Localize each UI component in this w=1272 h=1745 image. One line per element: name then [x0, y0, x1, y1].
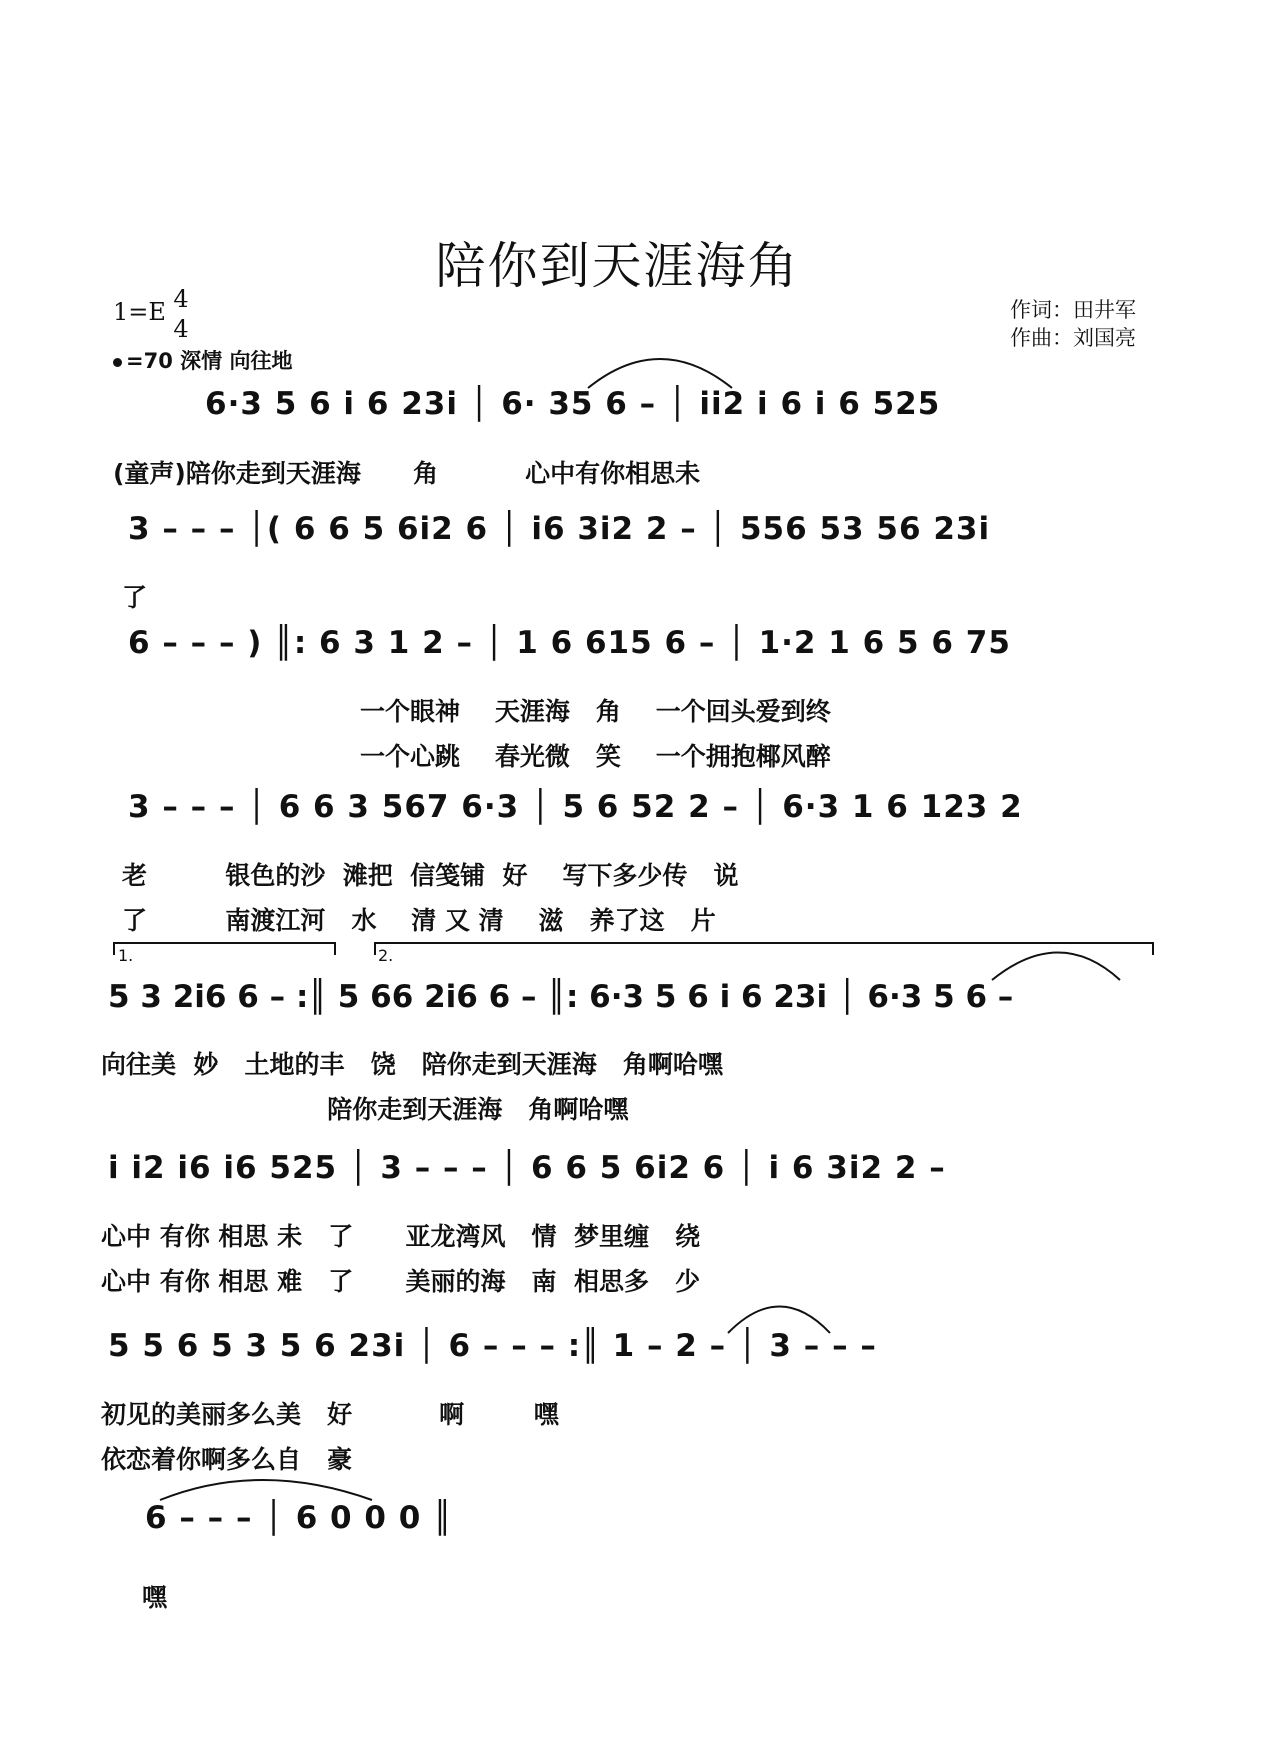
system-8-lyrics-1: 嘿: [142, 1583, 168, 1612]
system-1-lyrics-1: (童声)陪你走到天涯海 角 心中有你相思未: [113, 459, 701, 488]
system-7-lyrics-1: 初见的美丽多么美 好 啊 嘿: [101, 1400, 559, 1429]
system-4-lyrics-1: 老 银色的沙 滩把 信笺铺 好 写下多少传 说: [122, 861, 739, 890]
system-5-lyrics-2: 陪你走到天涯海 角啊哈嘿: [101, 1095, 629, 1124]
system-6-lyrics-2: 心中 有你 相思 难 了 美丽的海 南 相思多 少: [101, 1267, 701, 1296]
system-2-lyrics-1: 了: [122, 583, 148, 612]
system-5-lyrics-1: 向往美 妙 土地的丰 饶 陪你走到天涯海 角啊哈嘿: [101, 1050, 723, 1079]
system-8-notes: 6 – – – │ 6 0 0 0 ║: [145, 1500, 453, 1536]
volta-bracket-2: [375, 943, 1153, 955]
time-signature-top: 4: [173, 285, 189, 313]
composer-credit: 作曲：刘国亮: [1010, 326, 1136, 350]
system-4-lyrics-2: 了 南渡江河 水 清 又 清 滋 养了这 片: [122, 906, 716, 935]
system-7-notes: 5 5 6 5 3 5 6 23i │ 6 – – – :║ 1 – 2 – │ 3 – – –: [108, 1328, 877, 1364]
system-2-notes: 3 – – – │( 6 6 5 6i2 6 │ i6 3i2 2 – │ 556 53 56 23i: [128, 511, 991, 547]
system-6-notes: i i2 i6 i6 525 │ 3 – – – │ 6 6 5 6i2 6 │ i 6 3i2 2 –: [108, 1150, 946, 1186]
slur: [160, 1480, 372, 1500]
system-3-lyrics-2: 一个心跳 春光微 笑 一个拥抱椰风醉: [360, 742, 831, 771]
system-4-notes: 3 – – – │ 6 6 3 567 6·3 │ 5 6 52 2 – │ 6·3 1 6 123 2: [128, 789, 1023, 825]
system-5-notes: 5 3 2i6 6 – :║ 5 66 2i6 6 – ║: 6·3 5 6 i 6 23i │ 6·3 5 6 –: [108, 979, 1014, 1015]
system-7-lyrics-2: 依恋着你啊多么自 豪: [101, 1445, 353, 1474]
tempo-text: =70 深情 向往地: [126, 349, 293, 373]
slur: [992, 953, 1120, 981]
system-3-lyrics-1: 一个眼神 天涯海 角 一个回头爱到终: [360, 697, 831, 726]
system-3-notes: 6 – – – ) ║: 6 3 1 2 – │ 1 6 615 6 – │ 1·2 1 6 5 6 75: [128, 625, 1011, 661]
system-6-lyrics-1: 心中 有你 相思 未 了 亚龙湾风 情 梦里缠 绕: [101, 1222, 701, 1251]
lyricist-credit: 作词：田井军: [1010, 298, 1136, 322]
key-signature: 1=E: [113, 298, 166, 326]
slur: [728, 1307, 830, 1334]
volta-2-label: 2.: [378, 946, 394, 965]
time-signature-bottom: 4: [173, 315, 189, 343]
page-title: 陪你到天涯海角: [435, 237, 800, 295]
slur: [588, 359, 732, 388]
volta-1-label: 1.: [118, 946, 134, 965]
volta-bracket-1: [114, 943, 335, 955]
system-1-notes: 6·3 5 6 i 6 23i │ 6· 35 6 – │ ii2 i 6 i 6 525: [205, 386, 941, 422]
